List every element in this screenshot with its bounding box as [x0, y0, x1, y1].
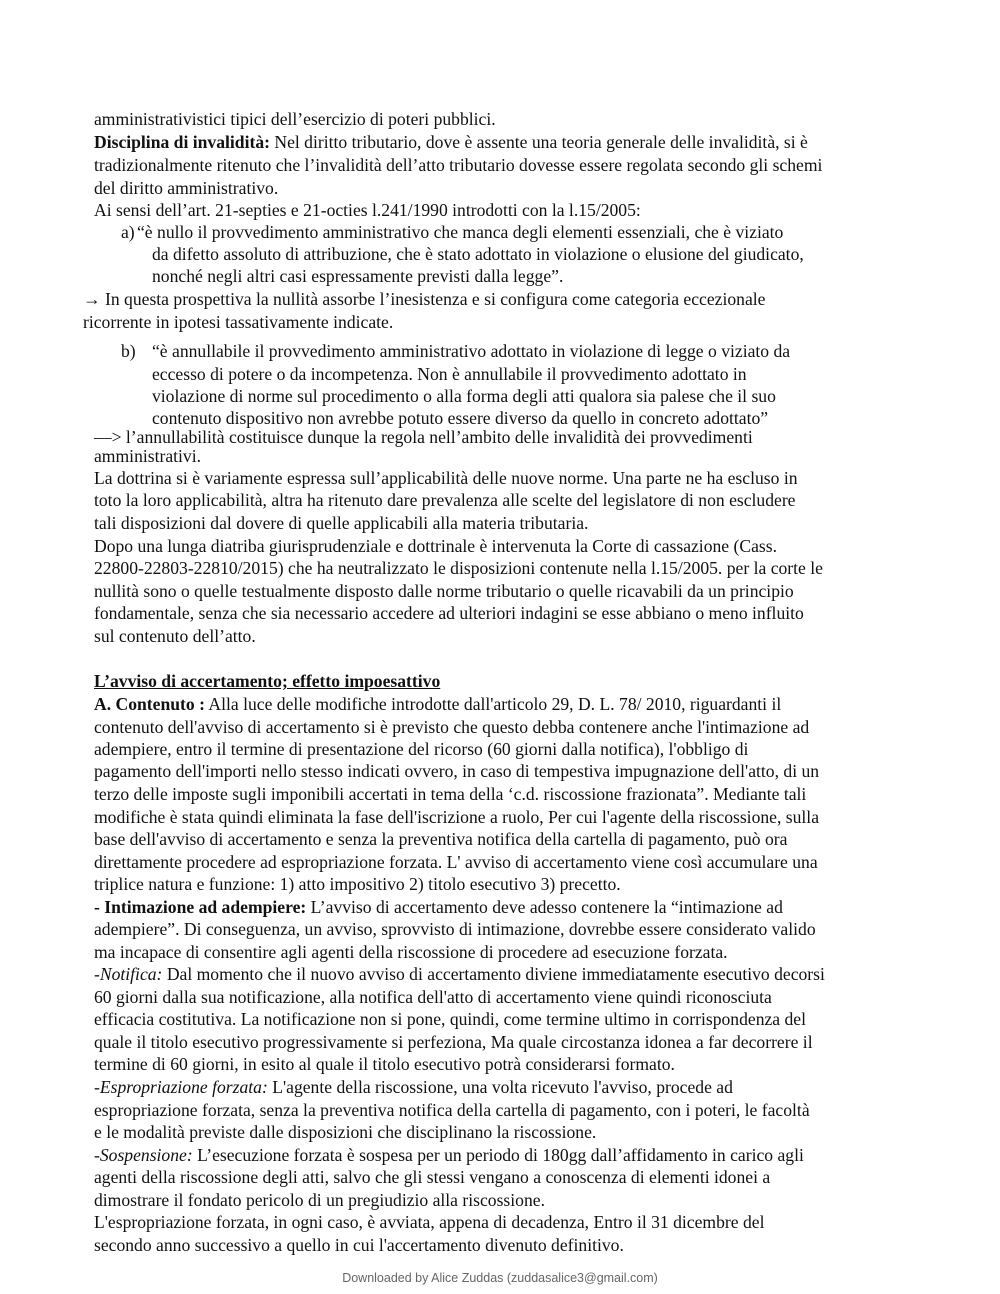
cassazione-line-5: sul contenuto dell’atto. — [94, 626, 256, 646]
intimazione-line-3: ma incapace di consentire agli agenti della riscossione di procedere ad esecuzione forzata. — [94, 942, 728, 962]
intro-tail-line: amministrativistici tipici dell’esercizio di poteri pubblici. — [94, 109, 496, 129]
sospensione-line-2: agenti della riscossione degli atti, salvo che gli stessi vengano a conoscenza di elementi idonei a — [94, 1167, 771, 1187]
dottrina-line-3: tali disposizioni dal dovere di quelle applicabili alla materia tributaria. — [94, 513, 589, 533]
notifica-text: Dal momento che il nuovo avviso di accertamento diviene immediatamente esecutivo decorsi — [162, 964, 825, 984]
ai-sensi-line: Ai sensi dell’art. 21-septies e 21-octies l.241/1990 introdotti con la l.15/2005: — [94, 200, 641, 220]
contenuto-line-9: triplice natura e funzione: 1) atto impositivo 2) titolo esecutivo 3) precetto. — [94, 874, 621, 894]
contenuto-line-4: pagamento dell'importi nello stesso indicati ovvero, in caso di tempestiva impugnazione dell'atto, di un — [94, 761, 820, 781]
invalidita-heading: Disciplina di invalidità: — [94, 132, 270, 152]
intimazione-label: - Intimazione ad adempiere: — [94, 897, 307, 917]
intimazione-line-2: adempiere”. Di conseguenza, un avviso, sprovvisto di intimazione, dovrebbe essere considerato valido — [94, 919, 816, 939]
list-marker-b: b) — [121, 341, 136, 361]
section-title: L’avviso di accertamento; effetto impoesattivo — [94, 671, 441, 691]
annullabilita-note-line-2: amministrativi. — [94, 446, 202, 466]
annullabilita-note-line-1: —> l’annullabilità costituisce dunque la regola nell’ambito delle invalidità dei provvedimenti — [94, 427, 753, 447]
list-a-line-1: “è nullo il provvedimento amministrativo che manca degli elementi essenziali, che è viziato — [137, 222, 784, 242]
contenuto-text: Alla luce delle modifiche introdotte dall'articolo 29, D. L. 78/ 2010, riguardanti il — [204, 694, 782, 714]
download-footer: Downloaded by Alice Zuddas (zuddasalice3@gmail.com) — [342, 1271, 658, 1285]
espropriazione-text: L'agente della riscossione, una volta ricevuto l'avviso, procede ad — [267, 1077, 733, 1097]
cassazione-line-4: fondamentale, senza che sia necessario accedere ad ulteriori indagini se esse abbiano o meno influito — [94, 603, 804, 623]
espropriazione-line-1 — [94, 1076, 733, 1099]
espropriazione-line-2: espropriazione forzata, senza la preventiva notifica della cartella di pagamento, con i poteri, le facoltà — [94, 1100, 810, 1120]
espropriazione-label: -Espropriazione forzata: — [94, 1077, 268, 1097]
contenuto-line-5: terzo delle imposte sugli imponibili accertati in tema della ‘c.d. riscossione frazionata”. Mediante tali — [94, 784, 807, 804]
sospensione-text: L’esecuzione forzata è sospesa per un periodo di 180gg dall’affidamento in carico agli — [192, 1145, 804, 1165]
nullita-note-text: In questa prospettiva la nullità assorbe l’inesistenza e si configura come categoria eccezionale — [100, 289, 766, 309]
notifica-line-5: termine di 60 giorni, in esito al quale il titolo esecutivo potrà considerarsi formato. — [94, 1054, 675, 1074]
notifica-line-3: efficacia costitutiva. La notificazione non si pone, quindi, come termine ultimo in corrispondenza del — [94, 1009, 806, 1029]
contenuto-line-7: base dell'avviso di accertamento e senza la preventiva notifica della cartella di pagamento, può ora — [94, 829, 788, 849]
contenuto-line-8: direttamente procedere ad espropriazione forzata. L' avviso di accertamento viene così accumulare una — [94, 852, 818, 872]
contenuto-line-3: adempiere, entro il termine di presentazione del ricorso (60 giorni dalla notifica), l'obbligo di — [94, 739, 749, 759]
espropriazione-line-3: e le modalità previste dalle disposizioni che disciplinano la riscossione. — [94, 1122, 597, 1142]
nullita-note-line-2: ricorrente in ipotesi tassativamente indicate. — [83, 312, 394, 332]
list-b-line-1: “è annullabile il provvedimento amministrativo adottato in violazione di legge o viziato da — [152, 341, 791, 361]
cassazione-line-2: 22800-22803-22810/2015) che ha neutralizzato le disposizioni contenute nella l.15/2005. per la corte le — [94, 558, 823, 578]
invalidita-paragraph-line-3: del diritto amministrativo. — [94, 178, 279, 198]
list-a-line-2: da difetto assoluto di attribuzione, che è stato adottato in violazione o elusione del giudicato, — [152, 244, 804, 264]
final-paragraph-line-1: L'espropriazione forzata, in ogni caso, è avviata, appena di decadenza, Entro il 31 dicembre del — [94, 1212, 765, 1232]
list-b-line-3: violazione di norme sul procedimento o alla forma degli atti qualora sia palese che il suo — [152, 386, 776, 406]
contenuto-line-2: contenuto dell'avviso di accertamento si è previsto che questo debba contenere anche l'intimazione ad — [94, 717, 810, 737]
intimazione-text: L’avviso di accertamento deve adesso contenere la “intimazione ad — [306, 897, 783, 917]
notifica-line-1 — [94, 963, 825, 986]
contenuto-label: A. Contenuto : — [94, 694, 205, 714]
invalidita-paragraph-line-2: tradizionalmente ritenuto che l’invalidità dell’atto tributario dovesse essere regolata secondo gli schemi — [94, 155, 823, 175]
contenuto-line-1 — [94, 693, 781, 716]
sospensione-label: -Sospensione: — [94, 1145, 193, 1165]
list-b-line-4: contenuto dispositivo non avrebbe potuto essere diverso da quello in concreto adottato” — [152, 408, 769, 428]
cassazione-line-3: nullità sono o quelle testualmente disposto dalle norme tributario o quelle ricavabili da un principio — [94, 581, 794, 601]
list-marker-a: a) — [121, 222, 135, 242]
list-b-line-2: eccesso di potere o da incompetenza. Non è annullabile il provvedimento adottato in — [152, 364, 747, 384]
dottrina-line-2: toto la loro applicabilità, altra ha ritenuto dare prevalenza alle scelte del legislatore di non escludere — [94, 490, 796, 510]
intimazione-line-1 — [94, 896, 783, 919]
invalidita-paragraph-line-1 — [94, 131, 808, 154]
nullita-note-line-1 — [83, 288, 765, 311]
invalidita-text: Nel diritto tributario, dove è assente una teoria generale delle invalidità, si è — [269, 132, 808, 152]
sospensione-line-3: dimostrare il fondato pericolo di un pregiudizio alla riscossione. — [94, 1190, 545, 1210]
notifica-line-2: 60 giorni dalla sua notificazione, alla notifica dell'atto di accertamento viene quindi riconosciuta — [94, 987, 772, 1007]
dottrina-line-1: La dottrina si è variamente espressa sull’applicabilità delle nuove norme. Una parte ne ha escluso in — [94, 468, 798, 488]
notifica-line-4: quale il titolo esecutivo progressivamente si perfeziona, Ma quale circostanza idonea a far decorrere il — [94, 1032, 813, 1052]
final-paragraph-line-2: secondo anno successivo a quello in cui l'accertamento divenuto definitivo. — [94, 1235, 624, 1255]
notifica-label: -Notifica: — [94, 964, 163, 984]
cassazione-line-1: Dopo una lunga diatriba giurisprudenziale e dottrinale è intervenuta la Corte di cassazione (Cass. — [94, 536, 777, 556]
sospensione-line-1 — [94, 1144, 804, 1167]
contenuto-line-6: modifiche è stata quindi eliminata la fase dell'iscrizione a ruolo, Per cui l'agente della riscossione, sulla — [94, 807, 820, 827]
arrow-right-icon: → — [83, 289, 101, 309]
list-a-line-3: nonché negli altri casi espressamente previsti dalla legge”. — [152, 266, 564, 286]
